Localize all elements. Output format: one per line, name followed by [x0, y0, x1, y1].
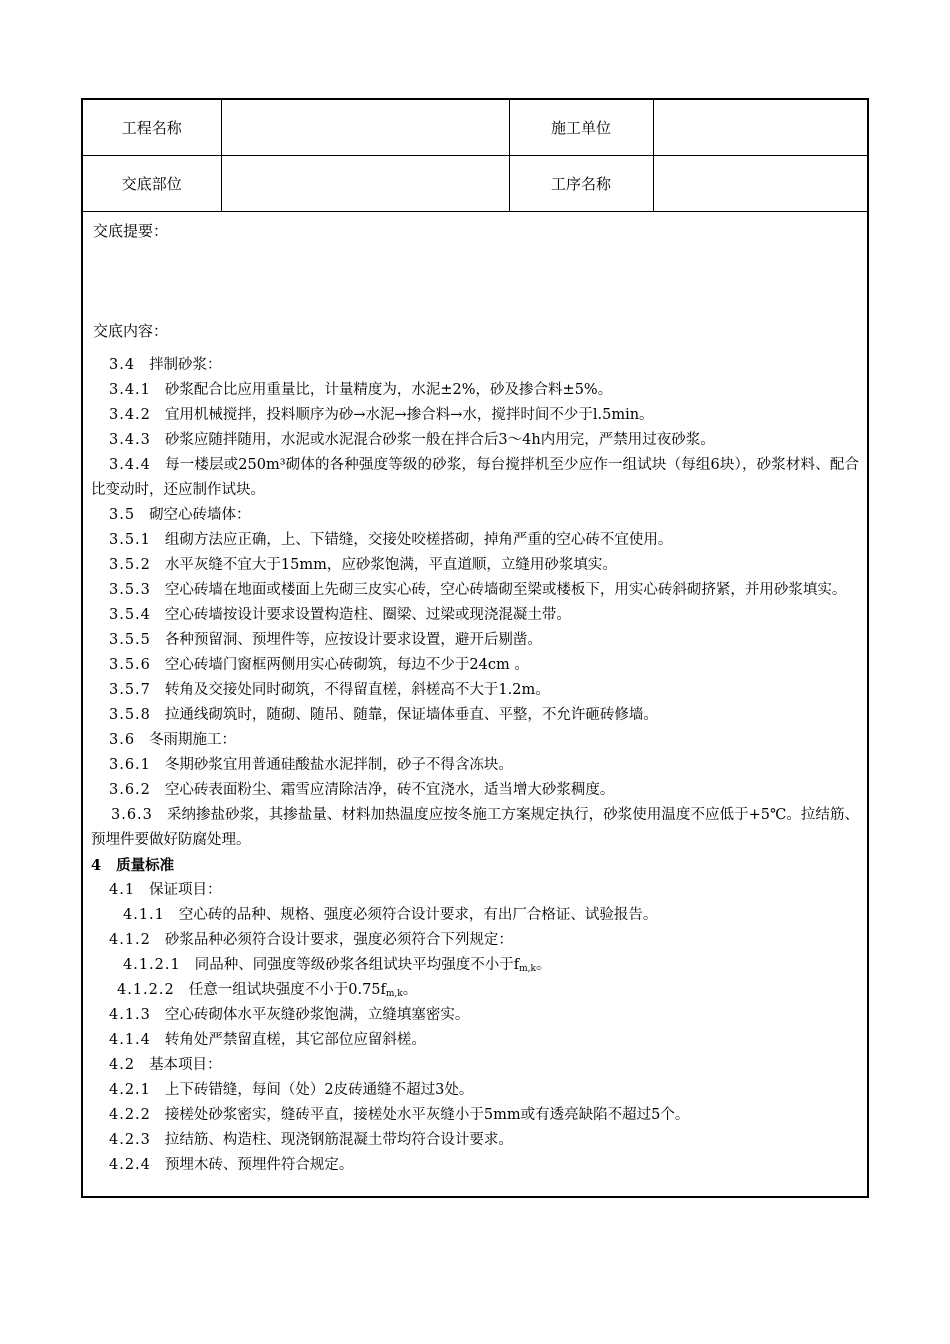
- list-item: 3.5.7 转角及交接处同时砌筑，不得留直槎，斜槎高不大于1.2m。: [109, 682, 550, 698]
- handover-part-value: [221, 156, 509, 212]
- list-item: 3.4 拌制砂浆：: [109, 357, 222, 373]
- list-item: 4.1.4 转角处严禁留直槎，其它部位应留斜槎。: [109, 1032, 426, 1048]
- list-item: 3.4.4 每一楼层或250m³砌体的各种强度等级的砂浆，每台搅拌机至少应作一组试块（每组6块），砂浆材料、配合比变动时，还应制作试块。: [91, 457, 859, 498]
- list-item: 3.6 冬雨期施工：: [109, 732, 237, 748]
- list-item: 3.5.5 各种预留洞、预埋件等，应按设计要求设置，避开后剔凿。: [109, 632, 542, 648]
- list-item: 3.5.4 空心砖墙按设计要求设置构造柱、圈梁、过梁或现浇混凝土带。: [109, 607, 571, 623]
- handover-part-label: 交底部位: [83, 156, 221, 212]
- handover-sheet: [81, 98, 869, 1198]
- list-item: 3.6.3 采纳掺盐砂浆，其掺盐量、材料加热温度应按冬施工方案规定执行，砂浆使用温度不应低于+5℃。拉结筋、预埋件要做好防腐处理。: [91, 807, 859, 848]
- list-item: 3.5.3 空心砖墙在地面或楼面上先砌三皮实心砖，空心砖墙砌至梁或楼板下，用实心砖斜砌挤紧，并用砂浆填实。: [109, 582, 847, 598]
- content-lines: [83, 353, 867, 1178]
- list-item: 3.4.2 宜用机械搅拌，投料顺序为砂→水泥→掺合料→水，搅拌时间不少于l.5min。: [109, 407, 654, 423]
- list-item: 3.5.8 拉通线砌筑时，随砌、随吊、随靠，保证墙体垂直、平整，不允许砸砖修墙。: [109, 707, 658, 723]
- list-item: 4.1.1 空心砖的品种、规格、强度必须符合设计要求，有出厂合格证、试验报告。: [123, 907, 658, 923]
- list-item: 3.5 砌空心砖墙体：: [109, 507, 251, 523]
- list-item: 3.5.6 空心砖墙门窗框两侧用实心砖砌筑，每边不少于24cm 。: [109, 657, 529, 673]
- list-item: 3.4.3 砂浆应随拌随用，水泥或水泥混合砂浆一般在拌合后3～4h内用完，严禁用过夜砂浆。: [109, 432, 715, 448]
- list-item: 4.1 保证项目：: [109, 882, 222, 898]
- list-item: 4.2.4 预埋木砖、预埋件符合规定。: [109, 1157, 354, 1173]
- list-item: 4.2.1 上下砖错缝，每间（处）2皮砖通缝不超过3处。: [109, 1082, 474, 1098]
- project-name-value: [221, 100, 509, 156]
- header-table: [83, 100, 867, 212]
- process-name-label: 工序名称: [509, 156, 653, 212]
- list-item: 3.5.2 水平灰缝不宜大于15mm，应砂浆饱满，平直道顺，立缝用砂浆填实。: [109, 557, 617, 573]
- construction-unit-value: [653, 100, 867, 156]
- list-item: 4.2 基本项目：: [109, 1057, 222, 1073]
- project-name-label: 工程名称: [83, 100, 221, 156]
- section-heading: 4 质量标准: [91, 857, 175, 874]
- list-item: 3.4.1 砂浆配合比应用重量比，计量精度为，水泥±2%，砂及掺合料±5%。: [109, 382, 613, 398]
- list-item: 4.1.2 砂浆品种必须符合设计要求，强度必须符合下列规定：: [109, 932, 513, 948]
- content-label: 交底内容：: [93, 322, 169, 340]
- summary-label: 交底提要：: [93, 222, 169, 240]
- list-item: 3.6.1 冬期砂浆宜用普通硅酸盐水泥拌制，砂子不得含冻块。: [109, 757, 513, 773]
- list-item: 3.5.1 组砌方法应正确，上、下错缝，交接处咬槎搭砌，掉角严重的空心砖不宜使用。: [109, 532, 673, 548]
- list-item: 4.1.3 空心砖砌体水平灰缝砂浆饱满，立缝填塞密实。: [109, 1007, 470, 1023]
- list-item: 4.1.2.1 同品种、同强度等级砂浆各组试块平均强度不小于$f_{m,k}$。: [123, 957, 551, 974]
- list-item: 3.6.2 空心砖表面粉尘、霜雪应清除洁净，砖不宜浇水，适当增大砂浆稠度。: [109, 782, 615, 798]
- list-item: 4.1.2.2 任意一组试块强度不小于$0.75f_{m,k}$。: [117, 982, 418, 999]
- process-name-value: [653, 156, 867, 212]
- list-item: 4.2.2 接槎处砂浆密实，缝砖平直，接槎处水平灰缝小于5mm或有透亮缺陷不超过5个。: [109, 1107, 690, 1123]
- list-item: 4.2.3 拉结筋、构造柱、现浇钢筋混凝土带均符合设计要求。: [109, 1132, 513, 1148]
- construction-unit-label: 施工单位: [509, 100, 653, 156]
